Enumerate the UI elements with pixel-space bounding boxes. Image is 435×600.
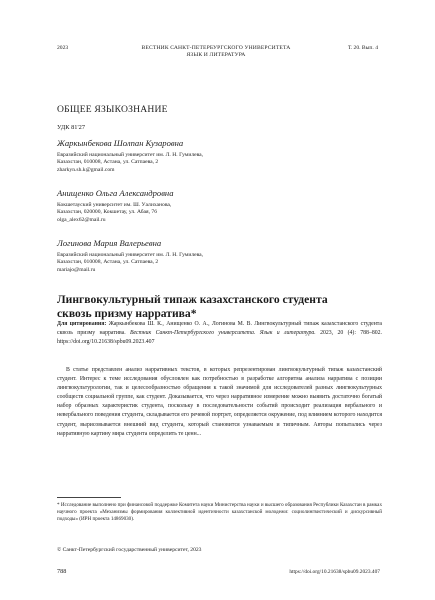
- doi-link[interactable]: https://doi.org/10.21638/spbu09.2023.407: [289, 569, 380, 575]
- article-title: [57, 293, 387, 321]
- journal-series: ЯЗЫК И ЛИТЕРАТУРА: [186, 52, 246, 58]
- author-email[interactable]: olga_alex62@mail.ru: [57, 216, 106, 223]
- author-email[interactable]: mariajo@mail.ru: [57, 266, 96, 273]
- title-line: сквозь призму нарратива*: [57, 307, 197, 320]
- author-affiliation: [57, 252, 203, 274]
- title-line: Лингвокультурный типаж казахстанского студента: [57, 293, 328, 306]
- author-affiliation: [57, 202, 171, 224]
- copyright: © Санкт-Петербургский государственный университет, 2023: [57, 547, 202, 553]
- udk-code: УДК 81'27: [57, 124, 86, 131]
- header-year: 2023: [57, 45, 69, 51]
- citation-block: [57, 320, 382, 346]
- author-name: Жаркынбекова Шолпан Кузаровна: [57, 138, 184, 148]
- footnote-divider: [57, 497, 121, 498]
- affiliation-org: Евразийский национальный университет им. Л. Н. Гумилева,: [57, 152, 204, 158]
- abstract: [57, 366, 382, 456]
- citation-journal: Вестник Санкт-Петербургского университета. Язык и литература.: [129, 329, 316, 336]
- citation-text: Жаркынбекова Ш. К., Анищенко О. А., Логинова М. В. Лингвокультурный типаж казахстанского студента сквозь призму нарратива.: [57, 321, 382, 336]
- header-volume: Т. 20. Вып. 4: [347, 45, 378, 51]
- journal-name: ВЕСТНИК САНКТ-ПЕТЕРБУРГСКОГО УНИВЕРСИТЕТА: [141, 45, 291, 51]
- author-name: Анищенко Ольга Александровна: [57, 188, 174, 198]
- affiliation-address: Казахстан, 010008, Астана, ул. Сатпаева, 2: [57, 259, 159, 266]
- affiliation-org: Евразийский национальный университет им. Л. Н. Гумилева,: [57, 252, 204, 258]
- section-title: ОБЩЕЕ ЯЗЫКОЗНАНИЕ: [57, 104, 168, 115]
- author-email[interactable]: zharkyn.sh.k@gmail.com: [57, 166, 115, 173]
- citation-tail: 2023, 20 (4): 788–802. https://doi.org/10.21638/spbu09.2023.407: [57, 329, 382, 345]
- author-name: Логинова Мария Валерьевна: [57, 238, 162, 248]
- affiliation-address: Казахстан, 020000, Кокшетау, ул. Абая, 76: [57, 209, 158, 216]
- page-number: 788: [57, 568, 67, 575]
- citation-label: Для цитирования:: [57, 321, 107, 327]
- affiliation-org: Кокшетауский университет им. Ш. Уалиханова,: [57, 202, 172, 208]
- abstract-text: В статье представлен анализ нарративных текстов, в которых репрезентирован лингвокультурный типаж казахстанский студент. Интерес к теме исследования обусловлен как потребностью в разработке алгоритма анализа нарратива с позиции лингвокультурологии, так и целесообразностью обращения к такой значимой для исследователей разных лингвокультурных сообществ социальной группе, как студент. Доказывается, что через нарративное измерение можно выявить достаточно богатый набор образных характеристик студента, поскольку в последовательности событий происходит реализация вербального и невербального поведения студента, складывается его речевой портрет, определяется окружение, под влиянием которого находится студент, вырисовывается внешний вид студента, который становится узнаваемым и типичным. Авторы попытались через нарративную картину мира студента определить те ценн...: [57, 367, 382, 437]
- author-affiliation: [57, 152, 203, 174]
- footnote: * Исследование выполнено при финансовой поддержке Комитета науки Министерства науки и высшего образования Республики Казахстан в рамках научного проекта «Механизмы формирования коллективной идентичности казахстанской молодежи: социолингвистический и дискурсивный подходы» (ИРН проекта 14869030).: [57, 502, 382, 522]
- journal-header: [110, 45, 322, 59]
- affiliation-address: Казахстан, 010008, Астана, ул. Сатпаева, 2: [57, 159, 159, 166]
